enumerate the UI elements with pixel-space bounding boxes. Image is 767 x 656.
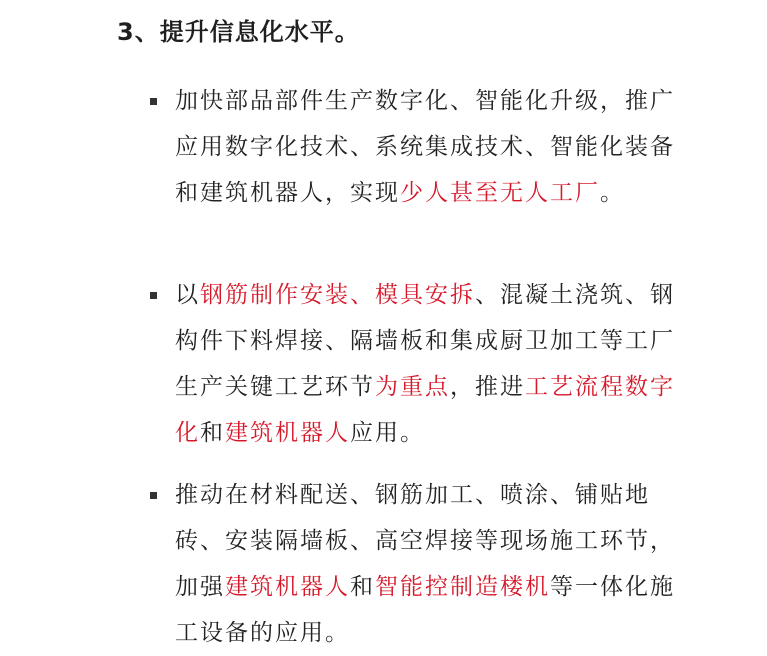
- highlighted-text: 智能控制造楼机: [375, 574, 550, 600]
- highlighted-text: 工艺流程数字化: [175, 374, 675, 446]
- highlighted-text: 为重点: [375, 374, 450, 400]
- body-text: 和: [200, 420, 225, 446]
- body-text: 应用。: [350, 420, 425, 446]
- body-text: 以: [175, 282, 200, 308]
- body-text: ，推进: [450, 374, 525, 400]
- body-text: 等一体化施工设备的应用。: [175, 574, 675, 646]
- bullet-text: [175, 78, 675, 216]
- body-text: 。: [600, 180, 625, 206]
- highlighted-text: 少人甚至无人工厂: [400, 180, 600, 206]
- section-heading: 3、提升信息化水平。: [117, 18, 360, 46]
- bullet-text: [175, 472, 675, 656]
- body-text: 推动在材料配送、钢筋加工、喷涂、铺贴地砖、安装隔墙板、高空焊接等现场施工环节，加强: [175, 482, 675, 600]
- bullet-square-icon: [150, 492, 157, 499]
- highlighted-text: 钢筋制作安装、模具安拆: [200, 282, 475, 308]
- body-text: 、混凝土浇筑、钢构件下料焊接、隔墙板和集成厨卫加工等工厂生产关键工艺环节: [175, 282, 675, 400]
- highlighted-text: 建筑机器人: [225, 574, 350, 600]
- bullet-text: [175, 272, 675, 456]
- bullet-square-icon: [150, 98, 157, 105]
- body-text: 和: [350, 574, 375, 600]
- body-text: 加快部品部件生产数字化、智能化升级，推广应用数字化技术、系统集成技术、智能化装备和建筑机器人，实现: [175, 88, 675, 206]
- bullet-square-icon: [150, 292, 157, 299]
- highlighted-text: 建筑机器人: [225, 420, 350, 446]
